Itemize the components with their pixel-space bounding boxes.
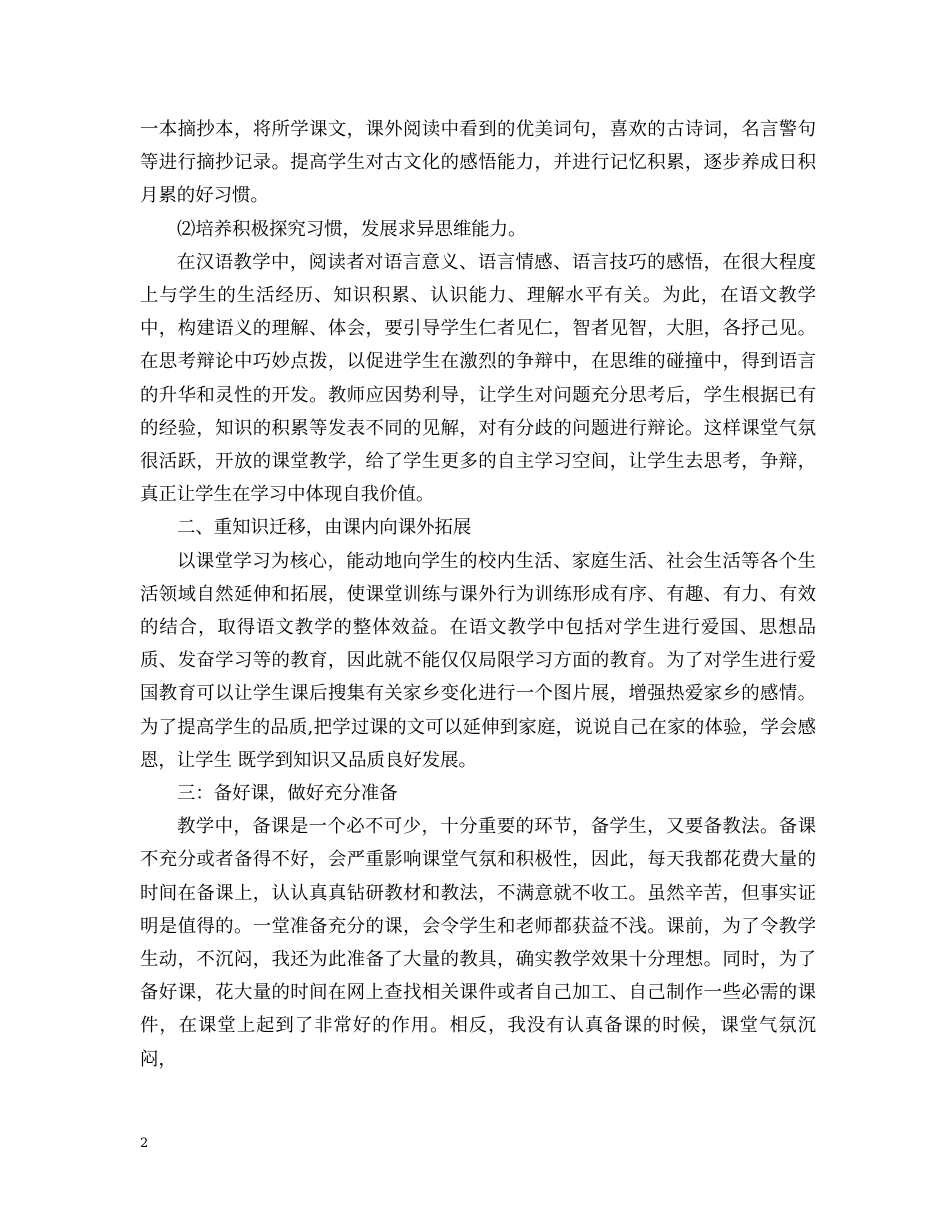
page-number: 2 bbox=[140, 1136, 149, 1151]
document-body bbox=[140, 113, 816, 1076]
section-heading-3: 三：备好课，做好充分准备 bbox=[177, 783, 398, 805]
paragraph-2: ⑵培养积极探究习惯，发展求异思维能力。 bbox=[177, 218, 527, 240]
paragraph-1: 一本摘抄本，将所学课文，课外阅读中看到的优美词句，喜欢的古诗词，名言警句等进行摘抄记录。提高学生对古文化的感悟能力，并进行记忆积累，逐步养成日积月累的好习惯。 bbox=[140, 119, 816, 207]
paragraph-3: 在汉语教学中，阅读者对语言意义、语言情感、语言技巧的感悟，在很大程度上与学生的生活经历、知识积累、认识能力、理解水平有关。为此，在语文教学中，构建语义的理解、体会，要引导学生仁者见仁，智者见智，大胆，各抒己见。在思考辩论中巧妙点拨，以促进学生在激烈的争辩中，在思维的碰撞中，得到语言的升华和灵性的开发。教师应因势利导，让学生对问题充分思考后，学生根据已有的经验，知识的积累等发表不同的见解，对有分歧的问题进行辩论。这样课堂气氛很活跃，开放的课堂教学，给了学生更多的自主学习空间，让学生去思考，争辩，真正让学生在学习中体现自我价值。 bbox=[140, 251, 816, 506]
paragraph-5: 以课堂学习为核心，能动地向学生的校内生活、家庭生活、社会生活等各个生活领域自然延伸和拓展，使课堂训练与课外行为训练形成有序、有趣、有力、有效的结合，取得语文教学的整体效益。在语文教学中包括对学生进行爱国、思想品质、发奋学习等的教育，因此就不能仅仅局限学习方面的教育。为了对学生进行爱国教育可以让学生课后搜集有关家乡变化进行一个图片展，增强热爱家乡的感情。为了提高学生的品质,把学过课的文可以延伸到家庭，说说自己在家的体验，学会感恩，让学生 既学到知识又品质良好发展。 bbox=[140, 550, 816, 771]
section-heading-2: 二、重知识迁移，由课内向课外拓展 bbox=[177, 517, 472, 539]
paragraph-7: 教学中，备课是一个必不可少，十分重要的环节，备学生，又要备教法。备课不充分或者备得不好，会严重影响课堂气氛和积极性，因此，每天我都花费大量的时间在备课上，认认真真钻研教材和教法，不满意就不收工。虽然辛苦，但事实证明是值得的。一堂准备充分的课，会令学生和老师都获益不浅。课前，为了令教学生动，不沉闷，我还为此准备了大量的教具，确实教学效果十分理想。同时，为了备好课，花大量的时间在网上查找相关课件或者自己加工、自己制作一些必需的课件，在课堂上起到了非常好的作用。相反，我没有认真备课的时候，课堂气氛沉闷， bbox=[140, 816, 816, 1070]
